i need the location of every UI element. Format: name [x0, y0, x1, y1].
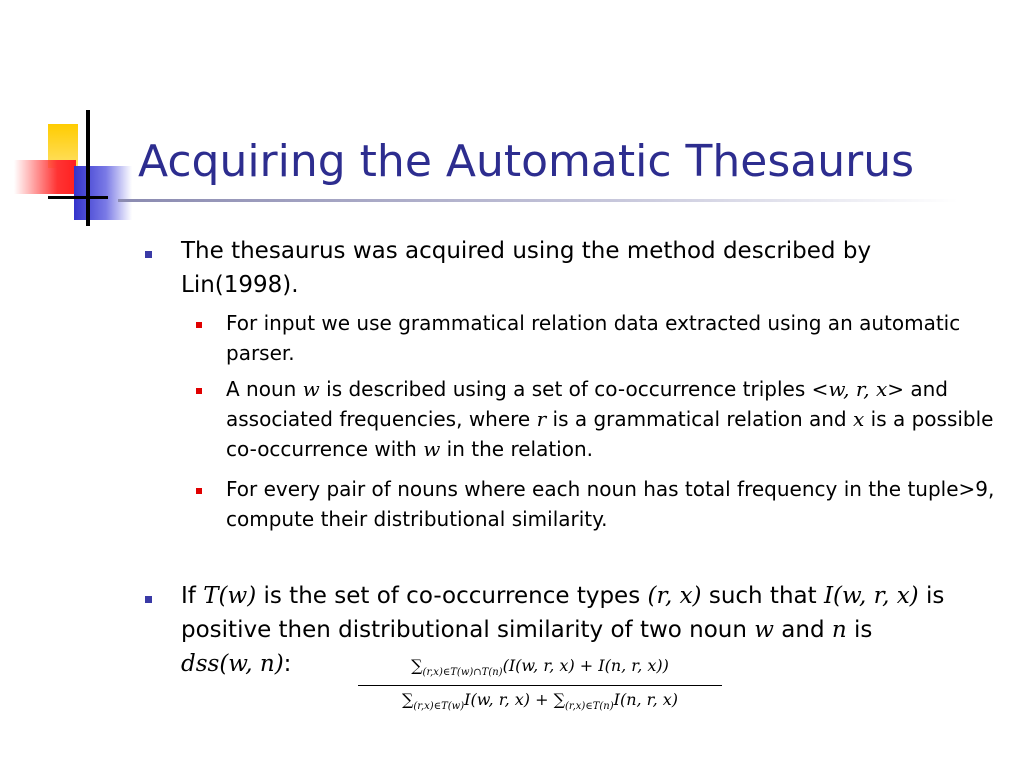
similarity-formula [358, 656, 722, 716]
formula-numerator [358, 656, 722, 678]
math-var: r [536, 407, 547, 431]
math-expr: I(w, r, x) [823, 583, 919, 609]
sub-bullet-marker [196, 388, 202, 394]
sub-bullet-marker [196, 488, 202, 494]
numerator-body: (I(w, r, x) + I(n, r, x)) [502, 656, 669, 675]
text-run: If [181, 583, 204, 609]
text-run: is a possible co-occurrence with [226, 407, 994, 461]
sub-bullet-2-text [226, 374, 996, 464]
sum-subscript: (r,x)∈T(w)∩T(n) [422, 667, 503, 679]
math-triple: <w, r, x> [811, 377, 904, 401]
title-underline [118, 199, 958, 202]
math-var: x [853, 407, 865, 431]
horizontal-line-decoration [48, 196, 108, 199]
sum-symbol: ∑ [411, 656, 423, 675]
sub-bullet-marker [196, 322, 202, 328]
sum-subscript: (r,x)∈T(w) [413, 701, 465, 713]
sub-bullet-3-text: For every pair of nouns where each noun has total frequency in the tuple>9, compute their distributional similarity. [226, 477, 995, 531]
text-run: and [773, 617, 832, 643]
bullet-marker [145, 251, 152, 258]
blue-square-decoration [74, 166, 132, 220]
text-run: and associated frequencies, where [226, 377, 948, 431]
text-run: is a grammatical relation and [546, 407, 853, 431]
math-var: n [831, 617, 847, 643]
text-run: : [283, 651, 292, 677]
math-expr: T(w) [203, 583, 257, 609]
math-expr: dss(w, n) [181, 651, 284, 677]
slide-decoration [0, 0, 140, 240]
math-var: w [754, 617, 774, 643]
bullet-1-text: The thesaurus was acquired using the method described by Lin(1998). [181, 238, 872, 298]
sum-symbol: ∑ [401, 690, 414, 709]
formula-denominator [358, 690, 722, 712]
sum-symbol: ∑ [553, 690, 566, 709]
sum-subscript: (r,x)∈T(n) [565, 701, 614, 713]
math-var: w [423, 437, 441, 461]
fraction-bar [358, 685, 722, 686]
denominator-term-2: I(n, r, x) [613, 690, 679, 709]
math-var: w [302, 377, 320, 401]
text-run: in the relation. [440, 437, 594, 461]
text-run: is described using a set of co-occurrence triples [319, 377, 812, 401]
bullet-marker [145, 596, 152, 603]
red-bar-decoration [14, 160, 76, 194]
slide-title: Acquiring the Automatic Thesaurus [138, 136, 915, 187]
sub-bullet-1-text: For input we use grammatical relation data extracted using an automatic parser. [226, 311, 961, 365]
text-run: A noun [226, 377, 303, 401]
text-run: is positive then distributional similarity of two noun [181, 583, 945, 643]
text-run: is the set of co-occurrence types [256, 583, 648, 609]
vertical-line-decoration [86, 110, 90, 226]
denominator-term-1: I(w, r, x) + [464, 690, 554, 709]
math-expr: (r, x) [647, 583, 702, 609]
text-run: such that [701, 583, 824, 609]
text-run: is [846, 617, 873, 643]
